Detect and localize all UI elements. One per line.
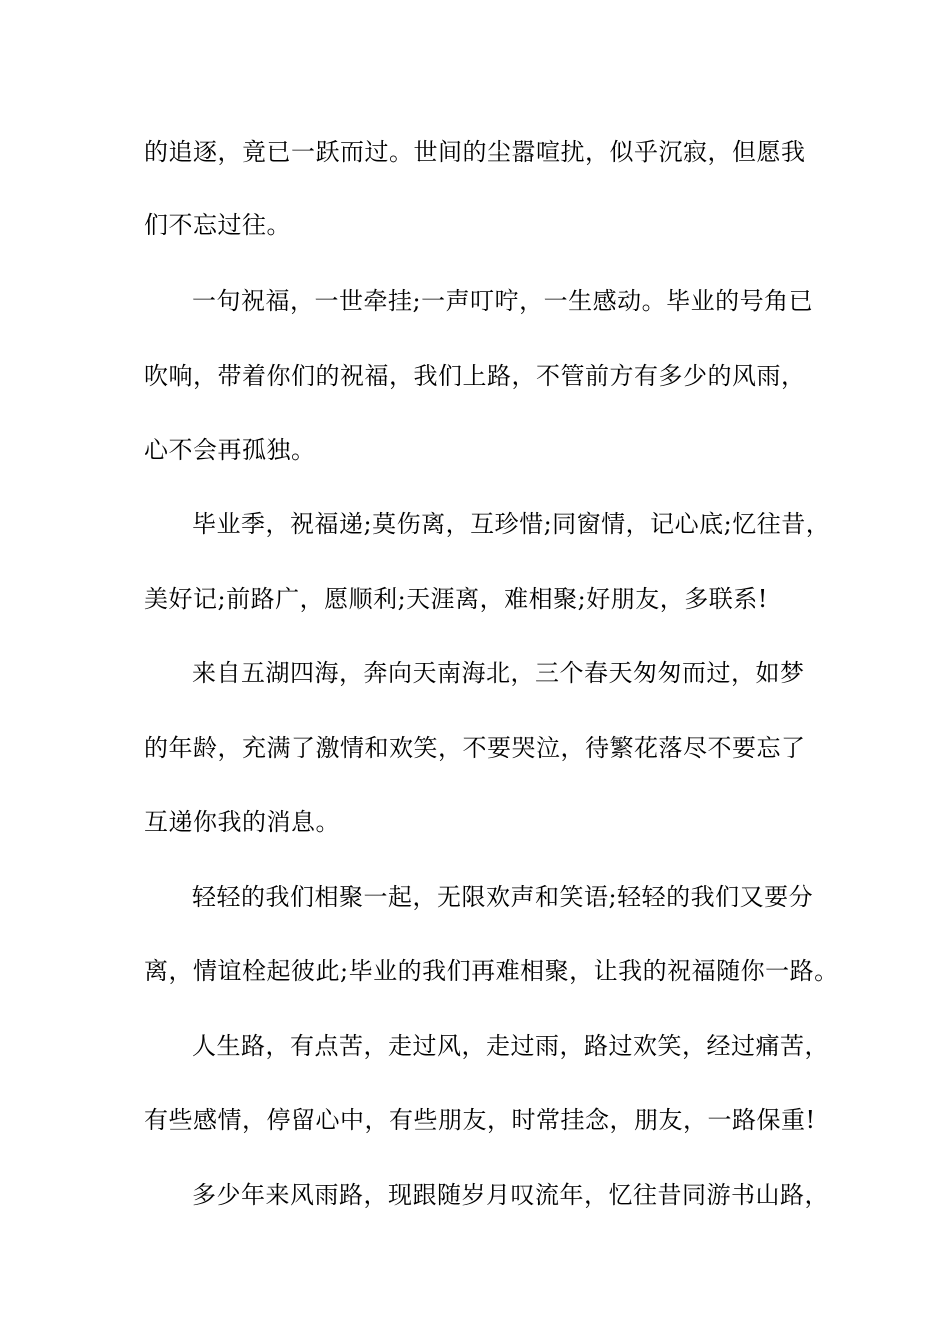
paragraph-first-line: 毕业季，祝福递;莫伤离，互珍惜;同窗情，记心底;忆往昔， <box>192 510 831 538</box>
text-line: 的年龄，充满了激情和欢笑，不要哭泣，待繁花落尽不要忘了 <box>144 734 806 762</box>
paragraph-first-line: 轻轻的我们相聚一起，无限欢声和笑语;轻轻的我们又要分 <box>192 883 814 911</box>
text-line: 离，情谊栓起彼此;毕业的我们再难相聚，让我的祝福随你一路。 <box>144 957 839 985</box>
text-line: 美好记;前路广，愿顺利;天涯离，难相聚;好朋友，多联系! <box>144 585 768 613</box>
text-line: 的追逐，竟已一跃而过。世间的尘嚣喧扰，似乎沉寂，但愿我 <box>144 138 806 166</box>
paragraph-first-line: 一句祝福，一世牵挂;一声叮咛，一生感动。毕业的号角已 <box>192 287 814 315</box>
paragraph-first-line: 多少年来风雨路，现跟随岁月叹流年，忆往昔同游书山路， <box>192 1181 829 1209</box>
text-line: 有些感情，停留心中，有些朋友，时常挂念，朋友，一路保重! <box>144 1106 816 1134</box>
text-line: 互递你我的消息。 <box>144 808 340 836</box>
paragraph-first-line: 来自五湖四海，奔向天南海北，三个春天匆匆而过，如梦 <box>192 659 805 687</box>
text-line: 们不忘过往。 <box>144 211 291 239</box>
paragraph-first-line: 人生路，有点苦，走过风，走过雨，路过欢笑，经过痛苦， <box>192 1032 829 1060</box>
text-line: 心不会再孤独。 <box>144 436 316 464</box>
text-line: 吹响，带着你们的祝福，我们上路，不管前方有多少的风雨， <box>144 362 806 390</box>
